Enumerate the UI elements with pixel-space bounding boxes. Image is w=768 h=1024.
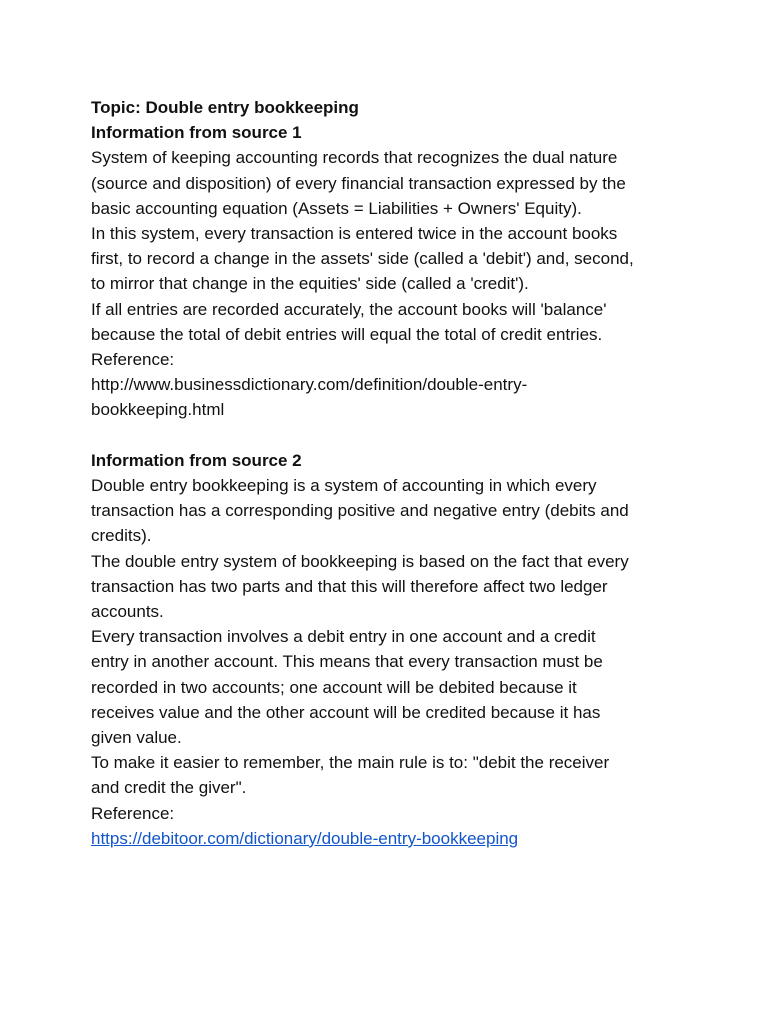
source-2-line: Double entry bookkeeping is a system of accounting in which every <box>91 476 597 496</box>
topic-heading: Topic: Double entry bookkeeping <box>91 98 359 117</box>
paragraph-gap <box>91 423 691 448</box>
source-1-reference-label: Reference: <box>91 350 175 370</box>
source-2-line: Every transaction involves a debit entry in one account and a credit <box>91 627 596 647</box>
source-1-body <box>91 145 691 422</box>
source-2-reference-label: Reference: <box>91 803 175 823</box>
source-2-reference-link[interactable]: https://debitoor.com/dictionary/double-entry-bookkeeping <box>91 828 519 848</box>
source-1-line: (source and disposition) of every financial transaction expressed by the <box>91 173 626 193</box>
source-2-line: accounts. <box>91 602 164 622</box>
source-2-line: transaction has two parts and that this will therefore affect two ledger <box>91 576 608 596</box>
source-2-body <box>91 473 691 851</box>
source-1-line: first, to record a change in the assets' side (called a 'debit') and, second, <box>91 249 634 269</box>
source-2-reference-link-wrapper <box>91 826 691 851</box>
source-2-line: entry in another account. This means that every transaction must be <box>91 652 603 672</box>
source-1-heading: Information from source 1 <box>91 123 302 143</box>
source-2-line: given value. <box>91 728 182 748</box>
source-2-line: recorded in two accounts; one account will be debited because it <box>91 677 577 697</box>
source-2-line: receives value and the other account will be credited because it has <box>91 702 601 722</box>
document-page <box>91 95 691 851</box>
source-1-line: System of keeping accounting records that recognizes the dual nature <box>91 148 618 168</box>
source-1-line: to mirror that change in the equities' side (called a 'credit'). <box>91 274 529 294</box>
source-1-line: basic accounting equation (Assets = Liabilities + Owners' Equity). <box>91 198 582 218</box>
source-2-line: transaction has a corresponding positive and negative entry (debits and <box>91 501 629 521</box>
source-2-heading: Information from source 2 <box>91 450 302 470</box>
source-2-line: The double entry system of bookkeeping is based on the fact that every <box>91 551 629 571</box>
source-2-line: To make it easier to remember, the main rule is to: "debit the receiver <box>91 753 610 773</box>
source-1-line: If all entries are recorded accurately, the account books will 'balance' <box>91 299 607 319</box>
source-1-reference-url: bookkeeping.html <box>91 400 225 420</box>
source-1-line: because the total of debit entries will equal the total of credit entries. <box>91 324 603 344</box>
source-2-line: credits). <box>91 526 152 546</box>
source-1-line: In this system, every transaction is entered twice in the account books <box>91 224 618 244</box>
source-2-line: and credit the giver". <box>91 778 247 798</box>
source-1-reference-url: http://www.businessdictionary.com/definition/double-entry- <box>91 375 528 395</box>
